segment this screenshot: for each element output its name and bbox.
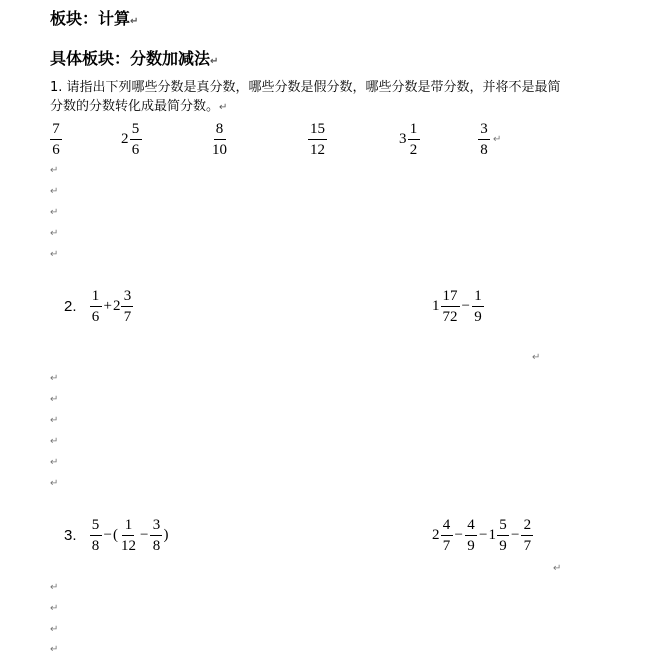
q2-left-expression	[64, 288, 134, 325]
fraction	[150, 517, 162, 554]
numerator: 3	[150, 517, 162, 536]
numerator: 7	[50, 121, 62, 140]
whole-part: 3	[399, 131, 407, 147]
operator: −	[478, 527, 488, 543]
numerator: 17	[441, 288, 460, 307]
fraction	[441, 517, 453, 554]
section-title	[50, 6, 138, 29]
fraction	[308, 121, 327, 158]
numerator: 5	[90, 517, 102, 536]
numerator: 1	[122, 517, 134, 536]
whole-part: 2	[112, 298, 121, 314]
open-paren: (	[112, 527, 118, 543]
fraction	[90, 288, 102, 325]
q1-fraction-1	[49, 121, 63, 158]
paragraph-mark: ↵	[50, 603, 59, 614]
paragraph-mark: ↵	[50, 165, 59, 176]
denominator: 9	[474, 309, 482, 325]
paragraph-mark: ↵	[50, 582, 59, 593]
fraction	[119, 517, 138, 554]
numerator: 1	[472, 288, 484, 307]
fraction	[130, 121, 142, 158]
operator: +	[103, 298, 112, 314]
fraction	[497, 517, 509, 554]
paragraph-mark: ↵	[50, 436, 59, 447]
fraction	[521, 517, 533, 554]
numerator: 3	[478, 121, 490, 140]
q2-right-expression	[432, 288, 485, 325]
denominator: 9	[499, 538, 507, 554]
q1-fraction-6	[477, 121, 501, 158]
denominator: 72	[442, 309, 458, 325]
whole-part: 2	[121, 131, 129, 147]
denominator: 7	[123, 309, 132, 325]
paragraph-mark: ↵	[50, 228, 59, 239]
paragraph-mark: ↵	[50, 249, 59, 260]
denominator: 8	[480, 142, 488, 158]
fraction	[472, 288, 484, 325]
operator: −	[461, 298, 470, 314]
operator: −	[510, 527, 520, 543]
denominator: 12	[120, 538, 136, 554]
denominator: 2	[409, 142, 418, 158]
q3-right-expression	[432, 517, 534, 554]
question-number: 3.	[64, 527, 77, 544]
operator: −	[139, 527, 149, 543]
fraction	[90, 517, 102, 554]
denominator: 8	[91, 538, 100, 554]
paragraph-mark: ↵	[219, 102, 228, 113]
whole-part: 2	[432, 527, 440, 543]
numerator: 1	[408, 121, 420, 140]
question-number: 2.	[64, 298, 77, 315]
fraction	[50, 121, 62, 158]
numerator: 1	[90, 288, 102, 307]
paragraph-mark: ↵	[50, 478, 59, 489]
denominator: 8	[152, 538, 161, 554]
numerator: 2	[521, 517, 533, 536]
operator: −	[454, 527, 463, 543]
paragraph-mark: ↵	[50, 394, 59, 405]
q1-text-line2	[50, 97, 227, 118]
numerator: 5	[130, 121, 142, 140]
paragraph-mark: ↵	[50, 415, 59, 426]
q1-fraction-3	[209, 121, 230, 158]
denominator: 6	[131, 142, 140, 158]
q1-text-line1: 1. 请指出下列哪些分数是真分数，哪些分数是假分数，哪些分数是带分数，并将不是最简	[50, 80, 561, 95]
denominator: 6	[52, 142, 60, 158]
fraction	[478, 121, 490, 158]
paragraph-mark: ↵	[493, 134, 502, 145]
denominator: 6	[91, 309, 100, 325]
denominator: 10	[212, 142, 227, 158]
denominator: 7	[523, 538, 532, 554]
subsection-title-text: 具体板块：分数加减法	[50, 49, 211, 68]
paragraph-mark: ↵	[50, 207, 59, 218]
fraction	[210, 121, 229, 158]
q1-text-line2-text: 分数的分数转化成最简分数。	[50, 99, 220, 114]
paragraph-mark: ↵	[210, 56, 219, 67]
numerator: 15	[308, 121, 327, 140]
paragraph-mark: ↵	[130, 16, 139, 27]
operator: −	[103, 527, 112, 543]
fraction	[408, 121, 420, 158]
whole-part: 1	[432, 298, 440, 314]
numerator: 8	[214, 121, 226, 140]
fraction	[465, 517, 477, 554]
fraction	[121, 288, 133, 325]
section-title-text: 板块：计算	[50, 9, 131, 28]
whole-part: 1	[488, 527, 496, 543]
subsection-title	[50, 46, 218, 69]
paragraph-mark: ↵	[50, 373, 59, 384]
close-paren: )	[163, 527, 169, 543]
numerator: 5	[497, 517, 509, 536]
paragraph-mark: ↵	[553, 563, 562, 574]
fraction	[441, 288, 460, 325]
numerator: 4	[441, 517, 453, 536]
paragraph-mark: ↵	[532, 352, 541, 363]
numerator: 4	[465, 517, 477, 536]
denominator: 7	[442, 538, 451, 554]
numerator: 3	[121, 288, 133, 307]
q3-left-expression	[64, 517, 168, 554]
denominator: 9	[467, 538, 475, 554]
paragraph-mark: ↵	[50, 457, 59, 468]
q1-fraction-5	[399, 121, 421, 158]
denominator: 12	[310, 142, 325, 158]
q1-fraction-2	[121, 121, 143, 158]
q1-fraction-4	[307, 121, 328, 158]
paragraph-mark: ↵	[50, 186, 59, 197]
paragraph-mark: ↵	[50, 624, 59, 635]
paragraph-mark: ↵	[50, 644, 59, 655]
